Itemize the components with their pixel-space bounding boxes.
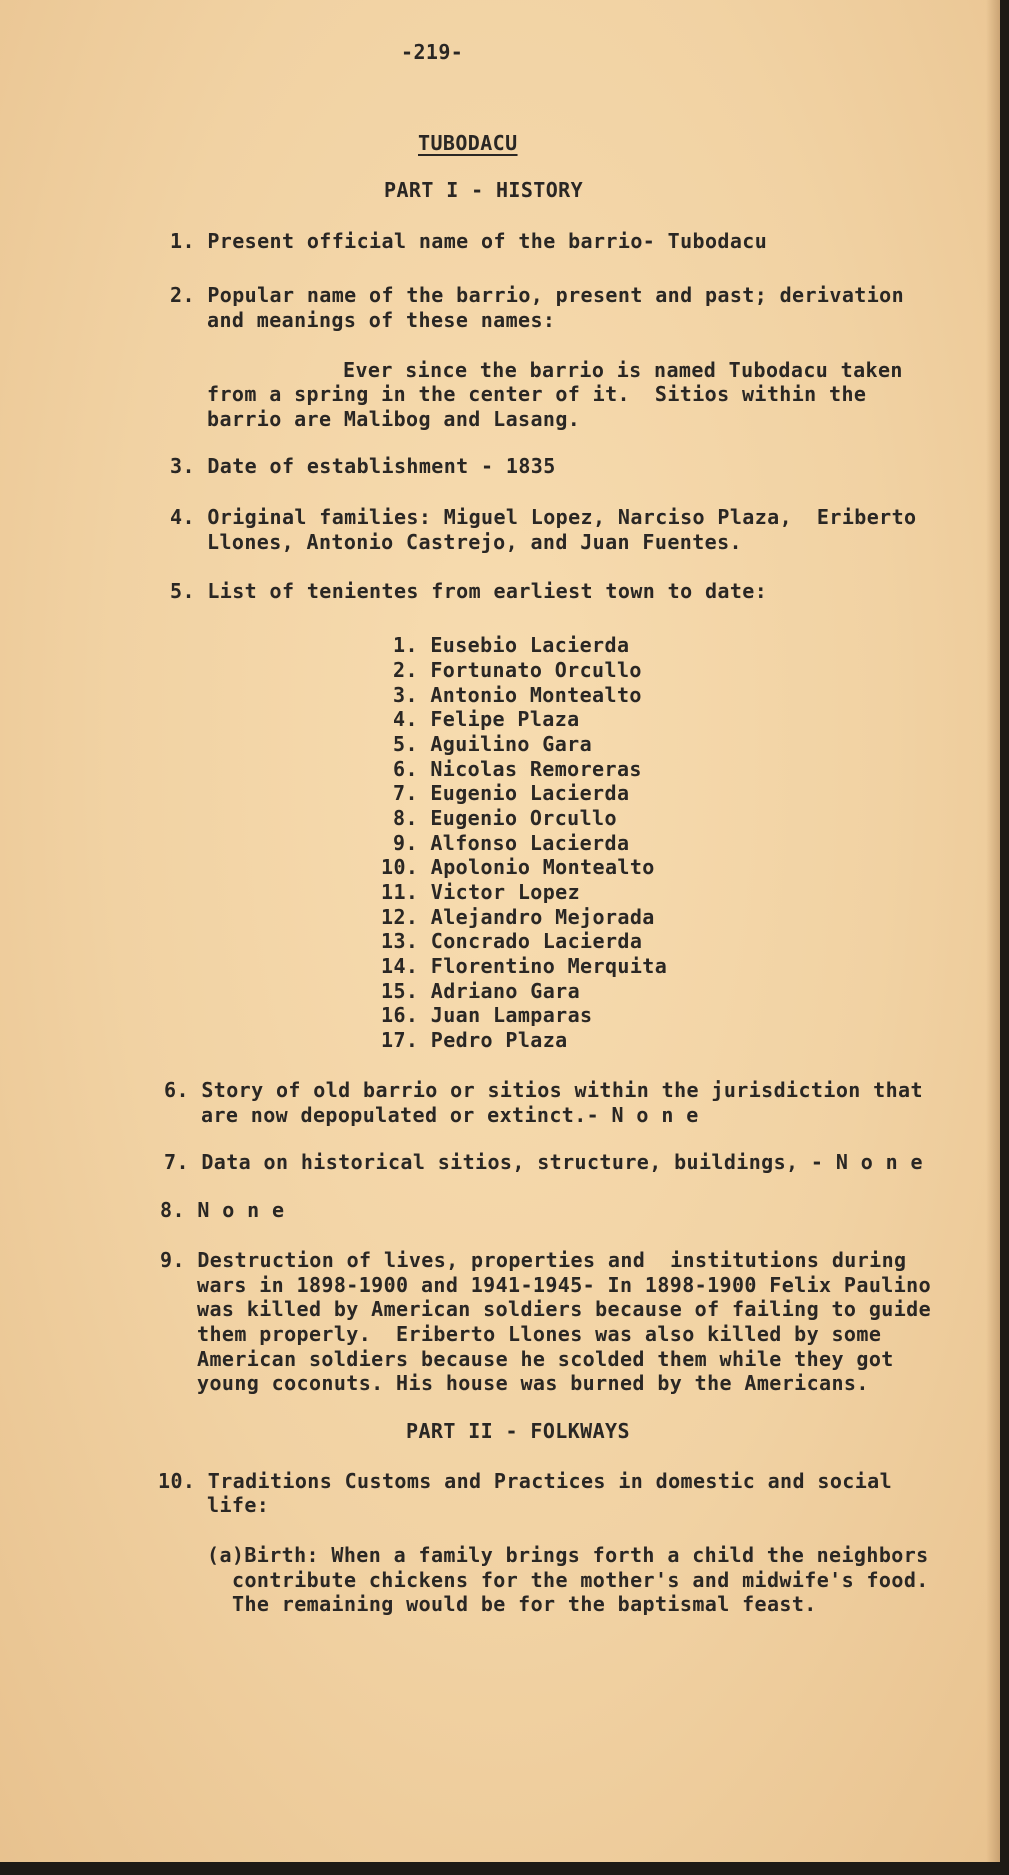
item-10a-line-1: (a)Birth: When a family brings forth a child the neighbors: [207, 1543, 929, 1567]
item-9-line-4: them properly. Eriberto Llones was also killed by some: [197, 1322, 882, 1346]
teniente-list-item: 13. Concrado Lacierda: [381, 929, 643, 953]
item-9-line-1: 9. Destruction of lives, properties and institutions during: [160, 1248, 907, 1272]
item-9-line-3: was killed by American soldiers because of failing to guide: [197, 1297, 932, 1321]
teniente-list-item: 3. Antonio Montealto: [393, 683, 642, 707]
item-6-line-2: are now depopulated or extinct.- N o n e: [201, 1103, 699, 1127]
item-2-line-2: and meanings of these names:: [207, 308, 556, 332]
item-2-answer-line-2: from a spring in the center of it. Sitios within the: [207, 382, 867, 406]
teniente-list-item: 16. Juan Lamparas: [381, 1003, 593, 1027]
teniente-list-item: 17. Pedro Plaza: [381, 1028, 568, 1052]
document-title: TUBODACU: [418, 131, 518, 155]
item-8: 8. N o n e: [160, 1198, 285, 1222]
teniente-list-item: 1. Eusebio Lacierda: [393, 633, 630, 657]
item-9-line-2: wars in 1898-1900 and 1941-1945- In 1898-1900 Felix Paulino: [197, 1273, 932, 1297]
item-2-answer-line-1: Ever since the barrio is named Tubodacu taken: [343, 358, 903, 382]
teniente-list-item: 7. Eugenio Lacierda: [393, 781, 630, 805]
item-6-line-1: 6. Story of old barrio or sitios within the jurisdiction that: [164, 1078, 923, 1102]
teniente-list-item: 9. Alfonso Lacierda: [393, 831, 630, 855]
item-3: 3. Date of establishment - 1835: [170, 454, 556, 478]
item-9-line-6: young coconuts. His house was burned by the Americans.: [197, 1371, 869, 1395]
item-2-answer-line-3: barrio are Malibog and Lasang.: [207, 407, 581, 431]
item-10-line-2: life:: [207, 1493, 270, 1517]
part1-heading: PART I - HISTORY: [384, 178, 584, 202]
item-7: 7. Data on historical sitios, structure, buildings, - N o n e: [164, 1150, 923, 1174]
part2-heading: PART II - FOLKWAYS: [406, 1419, 630, 1443]
item-2-line-1: 2. Popular name of the barrio, present and past; derivation: [170, 283, 905, 307]
item-4-line-1: 4. Original families: Miguel Lopez, Narciso Plaza, Eriberto: [170, 505, 917, 529]
teniente-list-item: 12. Alejandro Mejorada: [381, 905, 655, 929]
teniente-list-item: 8. Eugenio Orcullo: [393, 806, 617, 830]
item-4-line-2: Llones, Antonio Castrejo, and Juan Fuentes.: [207, 530, 742, 554]
item-10a-line-2: contribute chickens for the mother's and midwife's food.: [232, 1568, 929, 1592]
teniente-list-item: 14. Florentino Merquita: [381, 954, 668, 978]
item-10a-line-3: The remaining would be for the baptismal feast.: [232, 1592, 817, 1616]
teniente-list-item: 15. Adriano Gara: [381, 979, 581, 1003]
teniente-list-item: 4. Felipe Plaza: [393, 707, 580, 731]
item-1: 1. Present official name of the barrio- Tubodacu: [170, 229, 768, 253]
teniente-list-item: 11. Victor Lopez: [381, 880, 581, 904]
teniente-list-item: 2. Fortunato Orcullo: [393, 658, 642, 682]
item-5: 5. List of tenientes from earliest town to date:: [170, 579, 768, 603]
item-10-line-1: 10. Traditions Customs and Practices in domestic and social: [158, 1469, 893, 1493]
teniente-list-item: 10. Apolonio Montealto: [381, 855, 655, 879]
item-9-line-5: American soldiers because he scolded them while they got: [197, 1347, 894, 1371]
teniente-list-item: 6. Nicolas Remoreras: [393, 757, 642, 781]
page-number: -219-: [401, 40, 464, 64]
teniente-list-item: 5. Aguilino Gara: [393, 732, 593, 756]
